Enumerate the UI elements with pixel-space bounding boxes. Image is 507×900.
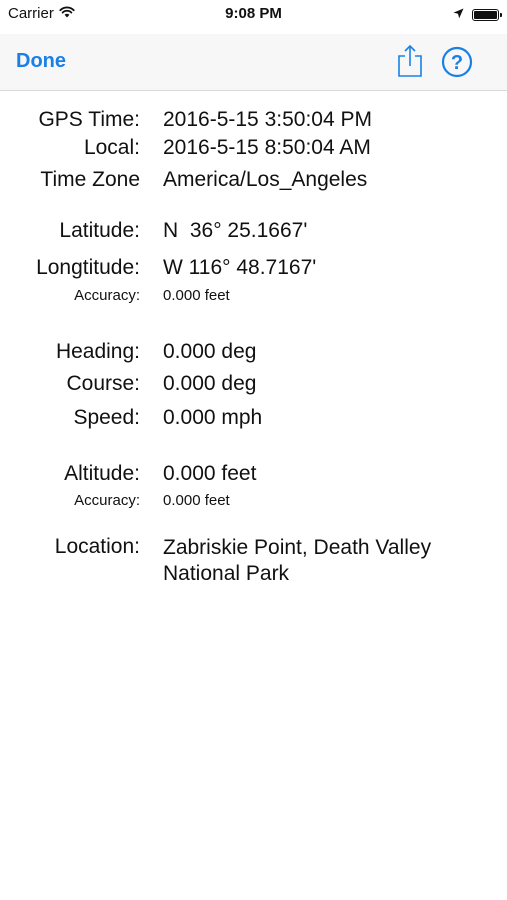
share-button[interactable]: [395, 44, 425, 78]
heading-value: 0.000 deg: [163, 340, 257, 363]
longitude-label: Longtitude:: [36, 256, 140, 279]
done-button[interactable]: Done: [16, 50, 66, 72]
carrier-label: Carrier: [8, 5, 54, 22]
altitude-accuracy-value: 0.000 feet: [163, 492, 230, 509]
altitude-label: Altitude:: [64, 462, 140, 485]
latitude-value: N 36° 25.1667': [163, 219, 308, 242]
heading-label: Heading:: [55, 340, 140, 363]
timezone-value: America/Los_Angeles: [163, 168, 368, 191]
share-icon: [395, 65, 425, 82]
location-label: Location:: [54, 535, 140, 558]
help-button[interactable]: [441, 46, 473, 78]
speed-label: Speed:: [73, 406, 140, 429]
altitude-accuracy-label: Accuracy:: [74, 492, 140, 509]
svg-text:?: ?: [450, 52, 464, 74]
gps-time-label: GPS Time:: [38, 108, 140, 131]
location-value: Zabriskie Point, Death Valley National Park: [163, 536, 432, 585]
location-arrow-icon: [453, 6, 464, 23]
timezone-label: Time Zone: [40, 168, 140, 191]
longitude-value: W 116° 48.7167': [163, 256, 317, 279]
latitude-label: Latitude:: [59, 219, 140, 242]
local-time-value: 2016-5-15 8:50:04 AM: [163, 136, 371, 159]
position-accuracy-value: 0.000 feet: [163, 287, 230, 304]
status-time: 9:08 PM: [225, 5, 282, 22]
local-time-label: Local:: [83, 136, 140, 159]
navigation-bar: [0, 34, 507, 91]
course-value: 0.000 deg: [163, 372, 257, 395]
gps-time-value: 2016-5-15 3:50:04 PM: [163, 108, 372, 131]
speed-value: 0.000 mph: [163, 406, 263, 429]
status-bar: [0, 0, 507, 28]
help-icon: [441, 52, 473, 82]
status-right: [453, 6, 499, 23]
position-accuracy-label: Accuracy:: [74, 287, 140, 304]
battery-icon: [472, 9, 499, 21]
altitude-value: 0.000 feet: [163, 462, 257, 485]
course-label: Course:: [66, 372, 140, 395]
